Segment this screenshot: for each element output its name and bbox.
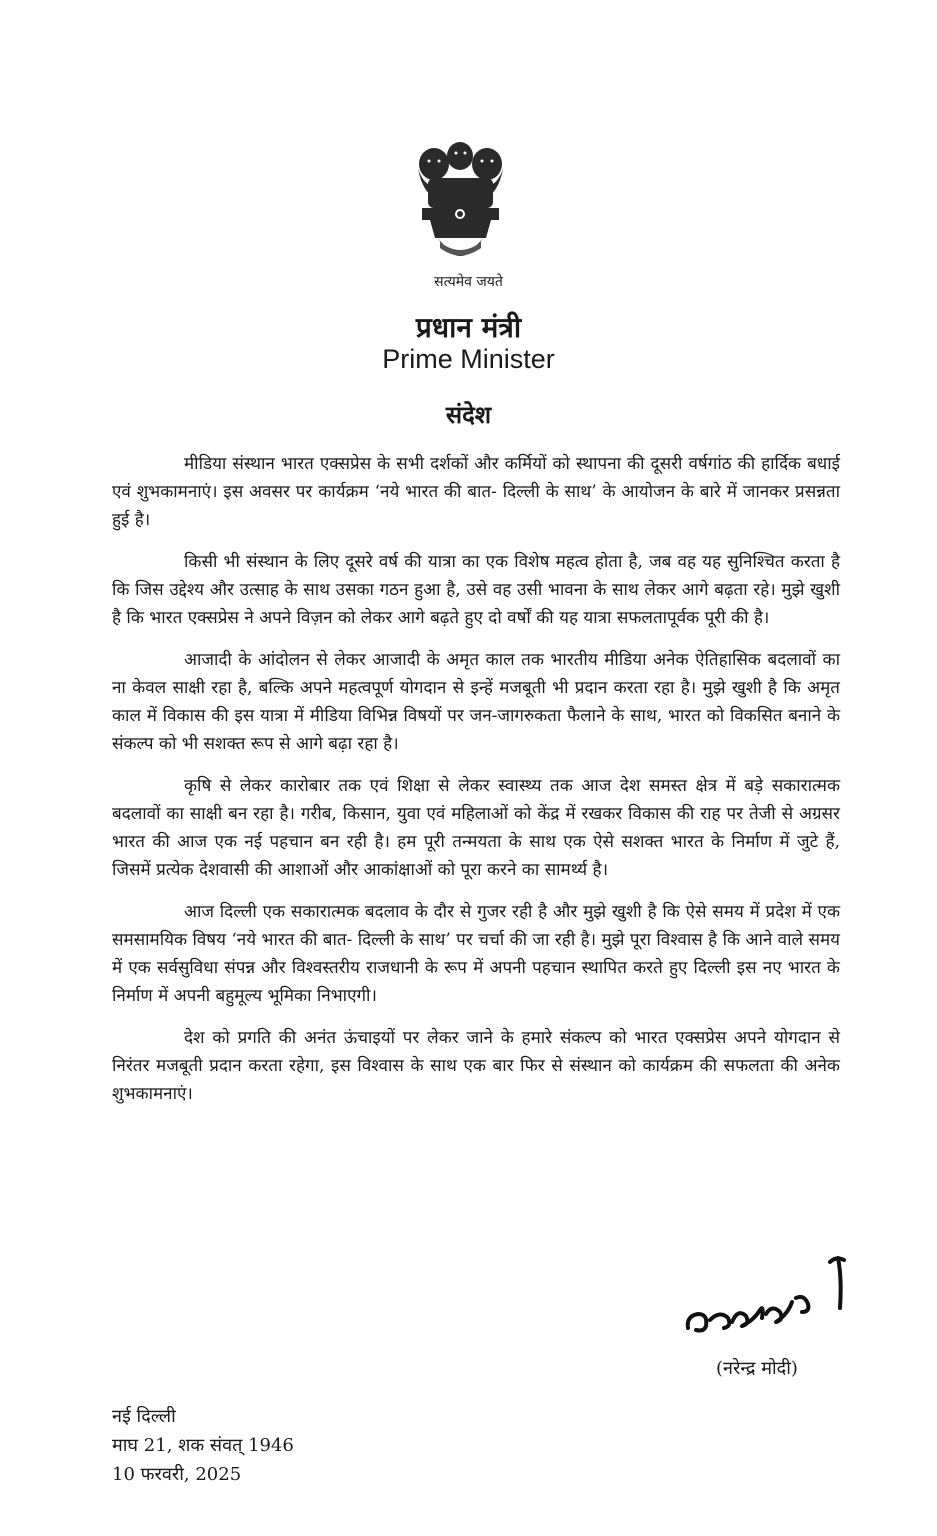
paragraph: मीडिया संस्थान भारत एक्सप्रेस के सभी दर्शकों और कर्मियों को स्थापना की दूसरी वर्षगांठ की हार्दिक बधाई एवं शुभकामनाएं। इस अवसर पर कार्यक्रम ‘नये भारत की बात- दिल्ली के साथ’ के आयोजन के बारे में जानकर प्रसन्नता हुई है। xyxy=(112,454,840,530)
place-and-date xyxy=(112,1402,294,1489)
letter-subject: संदेश xyxy=(445,401,492,429)
signer-name: (नरेन्द्र मोदी) xyxy=(716,1358,798,1379)
office-title-english: Prime Minister xyxy=(382,344,555,374)
paragraph: किसी भी संस्थान के लिए दूसरे वर्ष की यात्रा का एक विशेष महत्व होता है, जब वह यह सुनिश्चित करता है कि जिस उद्देश्य और उत्साह के साथ उसका गठन हुआ है, उसे वह उसी भावना के साथ लेकर आगे बढ़ता रहे। मुझे खुशी है कि भारत एक्सप्रेस ने अपने विज़न को लेकर आगे बढ़ते हुए दो वर्षों की यह यात्रा सफलतापूर्वक पूरी की है। xyxy=(112,552,840,628)
paragraph: कृषि से लेकर कारोबार तक एवं शिक्षा से लेकर स्वास्थ्य तक आज देश समस्त क्षेत्र में बड़े सकारात्मक बदलावों का साक्षी बन रहा है। गरीब, किसान, युवा एवं महिलाओं को केंद्र में रखकर विकास की राह पर तेजी से अग्रसर भारत की आज एक नई पहचान बन रही है। हम पूरी तन्मयता के साथ एक ऐसे सशक्त भारत के निर्माण में जुटे हैं, जिसमें प्रत्येक देशवासी की आशाओं और आकांक्षाओं को पूरा करने का सामर्थ्य है। xyxy=(112,776,840,880)
saka-date: माघ 21, शक संवत् 1946 xyxy=(112,1435,294,1456)
letter-body xyxy=(112,450,840,1122)
office-title-hindi: प्रधान मंत्री xyxy=(415,311,522,344)
paragraph: आजादी के आंदोलन से लेकर आजादी के अमृत काल तक भारतीय मीडिया अनेक ऐतिहासिक बदलावों का ना केवल साक्षी रहा है, बल्कि अपने महत्वपूर्ण योगदान से इन्हें मजबूती भी प्रदान करता रहा है। मुझे खुशी है कि अमृत काल में विकास की इस यात्रा में मीडिया विभिन्न विषयों पर जन-जागरुकता फैलाने के साथ, भारत को विकसित बनाने के संकल्प को भी सशक्त रूप से आगे बढ़ा रहा है। xyxy=(112,650,840,754)
place: नई दिल्ली xyxy=(112,1406,176,1427)
national-emblem-icon xyxy=(408,138,513,273)
handwritten-signature xyxy=(680,1248,855,1343)
paragraph: आज दिल्ली एक सकारात्मक बदलाव के दौर से गुजर रही है और मुझे खुशी है कि ऐसे समय में प्रदेश में एक समसामयिक विषय ‘नये भारत की बात- दिल्ली के साथ’ पर चर्चा की जा रही है। मुझे पूरा विश्वास है कि आने वाले समय में एक सर्वसुविधा संपन्न और विश्वस्तरीय राजधानी के रूप में अपनी पहचान स्थापित करते हुए दिल्ली इस नए भारत के निर्माण में अपनी बहुमूल्य भूमिका निभाएगी। xyxy=(112,902,840,1006)
gregorian-date: 10 फरवरी, 2025 xyxy=(112,1464,242,1485)
emblem-motto: सत्यमेव जयते xyxy=(434,274,503,290)
paragraph: देश को प्रगति की अनंत ऊंचाइयों पर लेकर जाने के हमारे संकल्प को भारत एक्सप्रेस अपने योगदान से निरंतर मजबूती प्रदान करता रहेगा, इस विश्वास के साथ एक बार फिर से संस्थान को कार्यक्रम की सफलता की अनेक शुभकामनाएं। xyxy=(112,1028,840,1104)
